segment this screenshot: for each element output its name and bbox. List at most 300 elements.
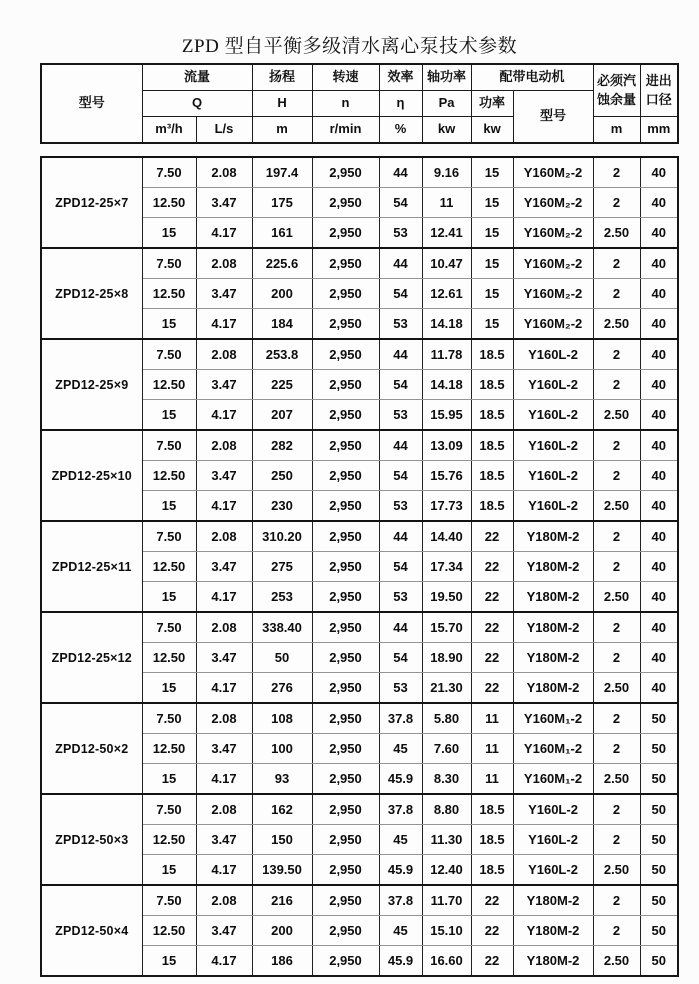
data-cell: 15 xyxy=(471,248,513,279)
data-cell: 14.18 xyxy=(422,309,471,340)
col-header-motor-model: 型号 xyxy=(513,91,593,144)
data-cell: 12.50 xyxy=(142,734,196,764)
data-cell: 2 xyxy=(593,794,640,825)
data-cell: 14.40 xyxy=(422,521,471,552)
data-cell: 2.08 xyxy=(196,794,252,825)
data-cell: 338.40 xyxy=(252,612,312,643)
col-symbol-flow: Q xyxy=(142,91,252,117)
data-cell: 18.5 xyxy=(471,855,513,886)
data-cell: Y160L-2 xyxy=(513,339,593,370)
data-cell: 2,950 xyxy=(312,400,379,431)
data-cell: 2.50 xyxy=(593,764,640,795)
data-cell: Y160L-2 xyxy=(513,430,593,461)
data-cell: 15 xyxy=(471,279,513,309)
data-cell: 3.47 xyxy=(196,552,252,582)
data-cell: 200 xyxy=(252,916,312,946)
data-cell: 54 xyxy=(379,279,422,309)
data-cell: 2.08 xyxy=(196,430,252,461)
data-cell: 250 xyxy=(252,461,312,491)
data-cell: 2 xyxy=(593,552,640,582)
data-cell: 15 xyxy=(142,309,196,340)
table-row xyxy=(41,430,678,461)
pump-model-cell: ZPD12-25×8 xyxy=(41,248,142,339)
data-cell: 2,950 xyxy=(312,552,379,582)
data-cell: 2,950 xyxy=(312,248,379,279)
data-cell: 93 xyxy=(252,764,312,795)
data-cell: 216 xyxy=(252,885,312,916)
data-cell: 22 xyxy=(471,946,513,977)
col-unit-port: mm xyxy=(640,117,678,144)
data-cell: 11.78 xyxy=(422,339,471,370)
data-cell: Y160L-2 xyxy=(513,370,593,400)
data-cell: 2.50 xyxy=(593,946,640,977)
data-cell: 275 xyxy=(252,552,312,582)
data-cell: 44 xyxy=(379,430,422,461)
data-cell: 22 xyxy=(471,673,513,704)
data-cell: 4.17 xyxy=(196,764,252,795)
data-cell: 16.60 xyxy=(422,946,471,977)
data-cell: 15 xyxy=(142,946,196,977)
data-cell: 2,950 xyxy=(312,794,379,825)
data-cell: 2 xyxy=(593,157,640,188)
data-cell: Y160M₂-2 xyxy=(513,188,593,218)
data-cell: 2 xyxy=(593,885,640,916)
data-cell: 2 xyxy=(593,279,640,309)
data-cell: Y160M₁-2 xyxy=(513,734,593,764)
data-cell: Y160M₂-2 xyxy=(513,218,593,249)
data-cell: 12.50 xyxy=(142,188,196,218)
data-cell: Y160M₂-2 xyxy=(513,248,593,279)
data-cell: 54 xyxy=(379,552,422,582)
data-cell: 2.50 xyxy=(593,673,640,704)
data-cell: 12.50 xyxy=(142,279,196,309)
data-cell: 197.4 xyxy=(252,157,312,188)
col-symbol-speed: n xyxy=(312,91,379,117)
data-cell: 40 xyxy=(640,491,678,522)
col-header-head: 扬程 xyxy=(252,64,312,91)
data-cell: 12.61 xyxy=(422,279,471,309)
data-cell: 11 xyxy=(471,764,513,795)
col-header-efficiency: 效率 xyxy=(379,64,422,91)
data-cell: Y180M-2 xyxy=(513,552,593,582)
data-cell: 18.90 xyxy=(422,643,471,673)
col-header-motor-power: 功率 xyxy=(471,91,513,117)
data-cell: 44 xyxy=(379,339,422,370)
data-cell: 2 xyxy=(593,248,640,279)
data-cell: Y180M-2 xyxy=(513,673,593,704)
data-cell: 2,950 xyxy=(312,279,379,309)
data-cell: 253 xyxy=(252,582,312,613)
data-cell: 2,950 xyxy=(312,734,379,764)
data-cell: Y180M-2 xyxy=(513,946,593,977)
data-cell: 37.8 xyxy=(379,794,422,825)
data-cell: 15 xyxy=(471,188,513,218)
data-cell: 40 xyxy=(640,188,678,218)
data-cell: 162 xyxy=(252,794,312,825)
table-row xyxy=(41,794,678,825)
data-cell: 2,950 xyxy=(312,885,379,916)
data-cell: 4.17 xyxy=(196,946,252,977)
data-cell: Y180M-2 xyxy=(513,582,593,613)
data-cell: 310.20 xyxy=(252,521,312,552)
data-cell: 2.50 xyxy=(593,309,640,340)
data-cell: 2,950 xyxy=(312,461,379,491)
data-cell: 2,950 xyxy=(312,673,379,704)
data-cell: 8.30 xyxy=(422,764,471,795)
table-row xyxy=(41,339,678,370)
data-cell: 3.47 xyxy=(196,188,252,218)
data-cell: 15 xyxy=(142,764,196,795)
data-cell: 15.95 xyxy=(422,400,471,431)
data-cell: Y160M₁-2 xyxy=(513,764,593,795)
data-cell: 2.50 xyxy=(593,218,640,249)
data-cell: Y180M-2 xyxy=(513,643,593,673)
data-cell: 45 xyxy=(379,825,422,855)
data-cell: 50 xyxy=(640,734,678,764)
parameter-table-rows xyxy=(41,157,678,976)
data-cell: 2,950 xyxy=(312,612,379,643)
data-cell: 50 xyxy=(640,703,678,734)
data-cell: 12.50 xyxy=(142,552,196,582)
table-row xyxy=(41,612,678,643)
data-cell: 2.50 xyxy=(593,400,640,431)
data-cell: 18.5 xyxy=(471,400,513,431)
data-cell: 2,950 xyxy=(312,430,379,461)
data-cell: 3.47 xyxy=(196,370,252,400)
data-cell: 2.08 xyxy=(196,521,252,552)
data-cell: 22 xyxy=(471,552,513,582)
table-row xyxy=(41,885,678,916)
data-cell: 19.50 xyxy=(422,582,471,613)
data-cell: 15.70 xyxy=(422,612,471,643)
col-header-model: 型号 xyxy=(41,64,142,143)
col-unit-shaft-power: kw xyxy=(422,117,471,144)
data-cell: 9.16 xyxy=(422,157,471,188)
data-cell: 40 xyxy=(640,521,678,552)
data-cell: 7.50 xyxy=(142,430,196,461)
data-cell: 12.50 xyxy=(142,370,196,400)
data-cell: 15 xyxy=(471,309,513,340)
data-cell: 11.70 xyxy=(422,885,471,916)
data-cell: 15 xyxy=(471,218,513,249)
data-cell: 12.40 xyxy=(422,855,471,886)
table-row xyxy=(41,157,678,188)
data-cell: 2 xyxy=(593,188,640,218)
data-cell: Y180M-2 xyxy=(513,916,593,946)
table-row xyxy=(41,248,678,279)
data-cell: 4.17 xyxy=(196,673,252,704)
data-cell: 2.08 xyxy=(196,885,252,916)
data-cell: Y160L-2 xyxy=(513,855,593,886)
data-cell: 40 xyxy=(640,552,678,582)
data-cell: 7.50 xyxy=(142,703,196,734)
data-cell: 15 xyxy=(142,582,196,613)
data-cell: 2.50 xyxy=(593,855,640,886)
data-cell: 15 xyxy=(142,491,196,522)
pump-model-cell: ZPD12-25×7 xyxy=(41,157,142,248)
data-cell: 2.08 xyxy=(196,703,252,734)
data-cell: Y180M-2 xyxy=(513,612,593,643)
data-cell: 2 xyxy=(593,370,640,400)
data-cell: 11 xyxy=(422,188,471,218)
data-cell: 2,950 xyxy=(312,188,379,218)
col-unit-motor-power: kw xyxy=(471,117,513,144)
data-cell: 40 xyxy=(640,673,678,704)
data-cell: 40 xyxy=(640,400,678,431)
data-cell: Y180M-2 xyxy=(513,521,593,552)
data-cell: 3.47 xyxy=(196,734,252,764)
data-cell: 22 xyxy=(471,521,513,552)
data-cell: 40 xyxy=(640,430,678,461)
col-unit-efficiency: % xyxy=(379,117,422,144)
data-cell: 2 xyxy=(593,734,640,764)
data-cell: Y160L-2 xyxy=(513,461,593,491)
data-cell: 53 xyxy=(379,309,422,340)
data-cell: 45.9 xyxy=(379,764,422,795)
data-cell: 45 xyxy=(379,734,422,764)
data-cell: 2,950 xyxy=(312,521,379,552)
col-symbol-head: H xyxy=(252,91,312,117)
data-cell: 17.73 xyxy=(422,491,471,522)
data-cell: 2.50 xyxy=(593,491,640,522)
data-cell: 53 xyxy=(379,400,422,431)
data-cell: 4.17 xyxy=(196,491,252,522)
data-cell: 50 xyxy=(640,885,678,916)
data-cell: Y160M₂-2 xyxy=(513,157,593,188)
data-cell: 3.47 xyxy=(196,825,252,855)
data-cell: 37.8 xyxy=(379,703,422,734)
page-title: ZPD 型自平衡多级清水离心泵技术参数 xyxy=(181,36,518,57)
header-row-1 xyxy=(41,64,678,91)
data-cell: 17.34 xyxy=(422,552,471,582)
data-cell: 7.50 xyxy=(142,248,196,279)
data-cell: 2,950 xyxy=(312,764,379,795)
data-cell: 50 xyxy=(640,794,678,825)
data-cell: Y160L-2 xyxy=(513,825,593,855)
data-cell: Y160M₁-2 xyxy=(513,703,593,734)
data-cell: 22 xyxy=(471,612,513,643)
data-cell: 15 xyxy=(142,218,196,249)
data-cell: 8.80 xyxy=(422,794,471,825)
parameter-table-header xyxy=(40,63,679,144)
data-cell: 108 xyxy=(252,703,312,734)
data-cell: 4.17 xyxy=(196,218,252,249)
pump-model-cell: ZPD12-25×12 xyxy=(41,612,142,703)
col-unit-flow-m3h: m³/h xyxy=(142,117,196,144)
data-cell: 7.50 xyxy=(142,612,196,643)
data-cell: 22 xyxy=(471,643,513,673)
data-cell: 253.8 xyxy=(252,339,312,370)
data-cell: 45 xyxy=(379,916,422,946)
data-cell: 3.47 xyxy=(196,461,252,491)
data-cell: 54 xyxy=(379,370,422,400)
data-cell: 40 xyxy=(640,248,678,279)
data-cell: 161 xyxy=(252,218,312,249)
data-cell: 225 xyxy=(252,370,312,400)
data-cell: 7.60 xyxy=(422,734,471,764)
data-cell: 50 xyxy=(640,825,678,855)
data-cell: 50 xyxy=(640,855,678,886)
data-cell: 12.41 xyxy=(422,218,471,249)
data-cell: 53 xyxy=(379,491,422,522)
data-cell: 40 xyxy=(640,461,678,491)
pump-model-cell: ZPD12-25×9 xyxy=(41,339,142,430)
data-cell: 2,950 xyxy=(312,339,379,370)
data-cell: 7.50 xyxy=(142,157,196,188)
data-cell: 2,950 xyxy=(312,703,379,734)
data-cell: 37.8 xyxy=(379,885,422,916)
data-cell: Y160M₂-2 xyxy=(513,309,593,340)
col-symbol-efficiency: η xyxy=(379,91,422,117)
data-cell: 2,950 xyxy=(312,309,379,340)
data-cell: 12.50 xyxy=(142,916,196,946)
data-cell: 18.5 xyxy=(471,461,513,491)
data-cell: 45.9 xyxy=(379,946,422,977)
data-cell: 11.30 xyxy=(422,825,471,855)
data-cell: 2.08 xyxy=(196,157,252,188)
data-cell: 12.50 xyxy=(142,643,196,673)
data-cell: 12.50 xyxy=(142,461,196,491)
data-cell: Y160L-2 xyxy=(513,400,593,431)
data-cell: 139.50 xyxy=(252,855,312,886)
data-cell: 2 xyxy=(593,521,640,552)
col-header-shaft-power: 轴功率 xyxy=(422,64,471,91)
col-header-flow: 流量 xyxy=(142,64,252,91)
data-cell: 7.50 xyxy=(142,521,196,552)
data-cell: 186 xyxy=(252,946,312,977)
data-cell: 207 xyxy=(252,400,312,431)
data-cell: 150 xyxy=(252,825,312,855)
data-cell: 2,950 xyxy=(312,582,379,613)
data-cell: 54 xyxy=(379,461,422,491)
col-unit-npsh: m xyxy=(593,117,640,144)
data-cell: 7.50 xyxy=(142,885,196,916)
data-cell: 4.17 xyxy=(196,309,252,340)
data-cell: 4.17 xyxy=(196,855,252,886)
data-cell: 53 xyxy=(379,218,422,249)
data-cell: 44 xyxy=(379,248,422,279)
col-header-speed: 转速 xyxy=(312,64,379,91)
data-cell: 40 xyxy=(640,582,678,613)
data-cell: 15 xyxy=(471,157,513,188)
data-cell: 100 xyxy=(252,734,312,764)
data-cell: 21.30 xyxy=(422,673,471,704)
pump-model-cell: ZPD12-50×2 xyxy=(41,703,142,794)
data-cell: 18.5 xyxy=(471,825,513,855)
data-cell: 3.47 xyxy=(196,279,252,309)
pump-model-cell: ZPD12-25×10 xyxy=(41,430,142,521)
data-cell: 2 xyxy=(593,703,640,734)
data-cell: 2.50 xyxy=(593,582,640,613)
data-cell: 53 xyxy=(379,673,422,704)
pump-model-cell: ZPD12-50×3 xyxy=(41,794,142,885)
table-row xyxy=(41,703,678,734)
data-cell: 2 xyxy=(593,430,640,461)
data-cell: 4.17 xyxy=(196,582,252,613)
data-cell: 2 xyxy=(593,643,640,673)
data-cell: 15 xyxy=(142,855,196,886)
data-cell: 2,950 xyxy=(312,157,379,188)
data-cell: 11 xyxy=(471,734,513,764)
data-cell: 2,950 xyxy=(312,825,379,855)
data-cell: 40 xyxy=(640,612,678,643)
data-cell: 4.17 xyxy=(196,400,252,431)
data-cell: 50 xyxy=(640,764,678,795)
data-cell: 22 xyxy=(471,916,513,946)
data-cell: 18.5 xyxy=(471,370,513,400)
data-cell: 54 xyxy=(379,643,422,673)
data-cell: 44 xyxy=(379,157,422,188)
data-cell: 282 xyxy=(252,430,312,461)
data-cell: 2 xyxy=(593,612,640,643)
data-cell: 12.50 xyxy=(142,825,196,855)
data-cell: 225.6 xyxy=(252,248,312,279)
data-cell: 40 xyxy=(640,339,678,370)
data-cell: 15.76 xyxy=(422,461,471,491)
data-cell: 175 xyxy=(252,188,312,218)
table-row xyxy=(41,521,678,552)
data-cell: 44 xyxy=(379,612,422,643)
data-cell: 2,950 xyxy=(312,491,379,522)
data-cell: Y180M-2 xyxy=(513,885,593,916)
col-unit-head: m xyxy=(252,117,312,144)
data-cell: 2,950 xyxy=(312,218,379,249)
data-cell: 2.08 xyxy=(196,339,252,370)
data-cell: 2 xyxy=(593,461,640,491)
data-cell: 2,950 xyxy=(312,916,379,946)
data-cell: 18.5 xyxy=(471,491,513,522)
col-header-port: 进出口径 xyxy=(640,64,678,117)
data-cell: 45.9 xyxy=(379,855,422,886)
data-cell: 7.50 xyxy=(142,339,196,370)
data-cell: 2,950 xyxy=(312,946,379,977)
col-unit-flow-ls: L/s xyxy=(196,117,252,144)
data-cell: 2,950 xyxy=(312,855,379,886)
data-cell: 40 xyxy=(640,309,678,340)
data-cell: 184 xyxy=(252,309,312,340)
data-cell: 18.5 xyxy=(471,794,513,825)
data-cell: 40 xyxy=(640,643,678,673)
data-cell: 50 xyxy=(252,643,312,673)
data-cell: 40 xyxy=(640,218,678,249)
data-cell: 22 xyxy=(471,582,513,613)
data-cell: 2 xyxy=(593,825,640,855)
data-cell: 2 xyxy=(593,339,640,370)
data-cell: 14.18 xyxy=(422,370,471,400)
data-cell: 3.47 xyxy=(196,916,252,946)
data-cell: 5.80 xyxy=(422,703,471,734)
data-cell: 50 xyxy=(640,946,678,977)
parameter-table-body xyxy=(40,156,679,977)
pump-model-cell: ZPD12-50×4 xyxy=(41,885,142,976)
data-cell: 44 xyxy=(379,521,422,552)
data-cell: 11 xyxy=(471,703,513,734)
data-cell: 2.08 xyxy=(196,612,252,643)
data-cell: 15.10 xyxy=(422,916,471,946)
col-unit-speed: r/min xyxy=(312,117,379,144)
data-cell: 276 xyxy=(252,673,312,704)
data-cell: 40 xyxy=(640,279,678,309)
data-cell: 2 xyxy=(593,916,640,946)
data-cell: Y160M₂-2 xyxy=(513,279,593,309)
data-cell: 2,950 xyxy=(312,370,379,400)
col-symbol-shaft-power: Pa xyxy=(422,91,471,117)
data-cell: 40 xyxy=(640,157,678,188)
data-cell: 15 xyxy=(142,400,196,431)
data-cell: 15 xyxy=(142,673,196,704)
col-header-motor: 配带电动机 xyxy=(471,64,593,91)
data-cell: 53 xyxy=(379,582,422,613)
